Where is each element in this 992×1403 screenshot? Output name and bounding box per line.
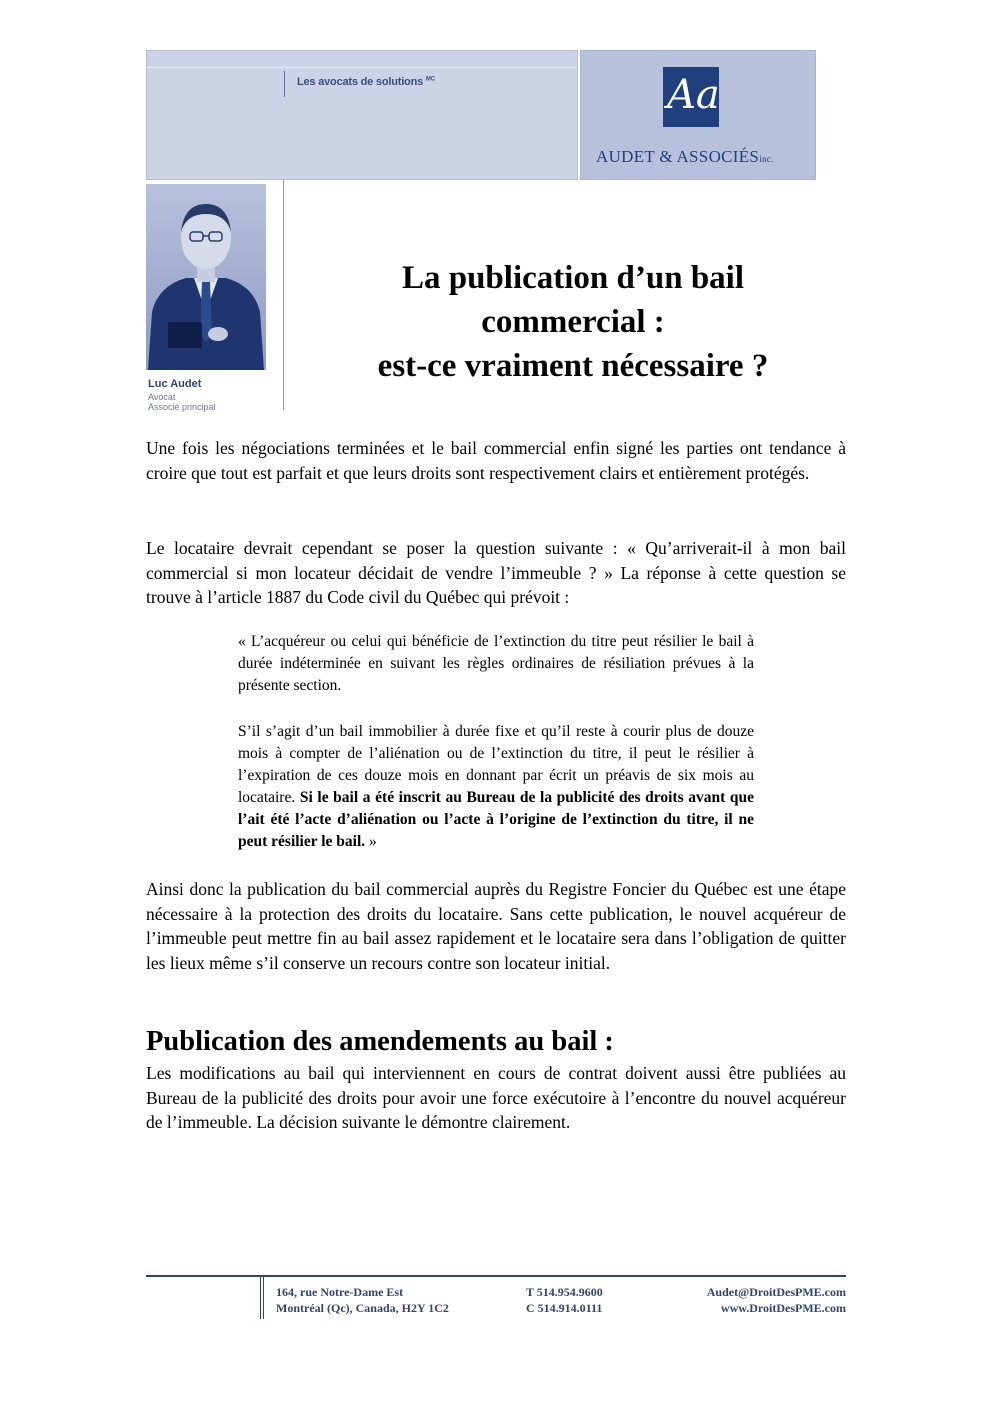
lawyer-role: Avocat Associé principal <box>148 392 216 412</box>
tagline-divider <box>284 71 285 97</box>
footer-website-link[interactable]: www.DroitDesPME.com <box>720 1301 846 1315</box>
footer-rule <box>146 1275 846 1277</box>
footer-contact <box>707 1284 846 1316</box>
lawyer-name: Luc Audet <box>148 378 202 390</box>
firm-tagline: Les avocats de solutions $^{MC}$ <box>297 76 435 88</box>
section-heading: Publication des amendements au bail : <box>146 1026 614 1057</box>
lawyer-portrait <box>146 184 266 370</box>
quote-paragraph-2: S’il s’agit d’un bail immobilier à durée fixe et qu’il reste à courir plus de douze mois à compter de l’aliénation ou de l’extinction du titre, il peut le résilier à l’expiration de ces douze mois en donnant par écrit un préavis de six mois au locataire. Si le bail a été inscrit au Bureau de la publicité des droits avant que l’ait été l’acte d’aliénation ou l’acte à l’origine de l’extinction du titre, il ne peut résilier le bail. » <box>238 723 754 850</box>
banner-rule <box>147 67 577 68</box>
letterhead-left-panel <box>146 50 578 180</box>
footer-email-link[interactable]: Audet@DroitDesPME.com <box>706 1285 846 1299</box>
page-title: La publication d’un bail commercial : est-ce vraiment nécessaire ? <box>377 260 769 384</box>
logo-letters: Aa <box>667 72 720 118</box>
letterhead-logo-panel <box>580 50 816 180</box>
footer-phones: T 514.954.9600 C 514.914.0111 <box>526 1285 603 1315</box>
sidebar-divider <box>283 180 284 410</box>
paragraph-amendments: Les modifications au bail qui interviennent en cours de contrat doivent aussi être publiées au Bureau de la publicité des droits pour avoir une force exécutoire à l’encontre du nouvel acquéreur de l’immeuble. La décision suivante le démontre clairement. <box>146 1063 846 1132</box>
quote-paragraph-1: « L’acquéreur ou celui qui bénéficie de l’extinction du titre peut résilier le bail à durée indéterminée en suivant les règles ordinaires de résiliation prévues à la présente section. <box>238 633 754 694</box>
quote-emphasis: Si le bail a été inscrit au Bureau de la publicité des droits avant que l’ait été l’acte d’aliénation ou l’acte à l’origine de l’extinction du titre, il ne peut résilier le bail. <box>238 789 754 850</box>
firm-name: AUDET & ASSOCIÉSinc. <box>596 147 774 166</box>
paragraph-conclusion: Ainsi donc la publication du bail commercial auprès du Registre Foncier du Québec est une étape nécessaire à la protection des droits du locataire. Sans cette publication, le nouvel acquéreur de l’immeuble peut mettre fin au bail assez rapidement et le locataire sera dans l’obligation de quitter les lieux même s’il conserve un recours contre son locateur initial. <box>146 879 846 973</box>
footer-address: 164, rue Notre-Dame Est Montréal (Qc), Canada, H2Y 1C2 <box>276 1285 449 1315</box>
paragraph-question: Le locataire devrait cependant se poser la question suivante : « Qu’arriverait-il à mon bail commercial si mon locateur décidait de vendre l’immeuble ? » La réponse à cette question se trouve à l’article 1887 du Code civil du Québec qui prévoit : <box>146 538 846 607</box>
letterhead-banner <box>146 50 816 180</box>
firm-logo-icon <box>663 67 719 127</box>
footer-divider <box>260 1277 264 1319</box>
paragraph-intro: Une fois les négociations terminées et le bail commercial enfin signé les parties ont tendance à croire que tout est parfait et que leurs droits sont respectivement clairs et entièrement protégés. <box>146 438 846 483</box>
